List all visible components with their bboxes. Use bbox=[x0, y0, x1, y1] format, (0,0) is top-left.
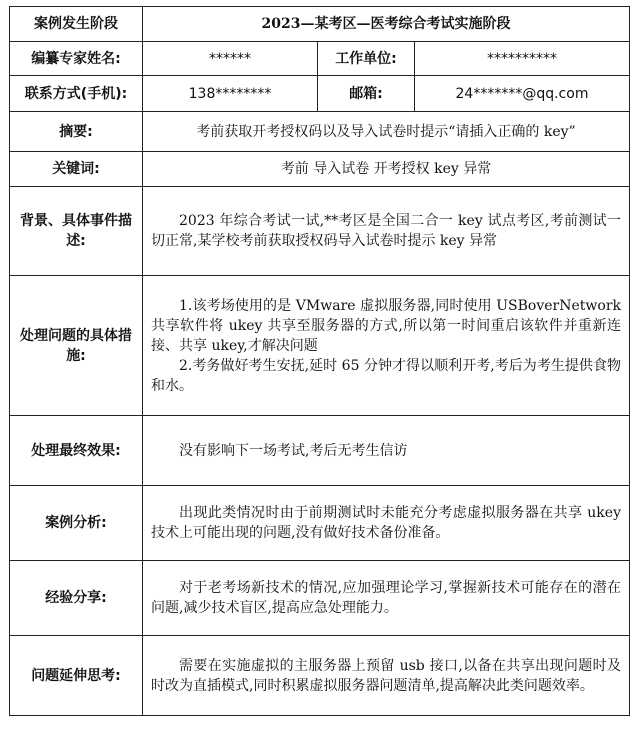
row-stage bbox=[10, 7, 630, 42]
expert-name-value: ****** bbox=[143, 42, 318, 76]
measure-item-1: 1.该考场使用的是 VMware 虚拟服务器,同时使用 USBoverNetwork 共享软件将 ukey 共享至服务器的方式,所以第一时间重启该软件并重新连接、共享 ukey,才解决问题 bbox=[151, 297, 621, 354]
background-label: 背景、具体事件描述: bbox=[10, 187, 143, 276]
analysis-cell bbox=[143, 486, 630, 561]
result-text: 没有影响下一场考试,考后无考生信访 bbox=[179, 442, 408, 459]
reflection-text: 需要在实施虚拟的主服务器上预留 usb 接口,以备在共享出现问题时及时改为直插模式,同时积累虚拟服务器问题清单,提高解决此类问题效率。 bbox=[151, 657, 621, 694]
measures-cell bbox=[143, 276, 630, 416]
result-cell bbox=[143, 416, 630, 486]
phone-value: 138******** bbox=[143, 76, 318, 112]
row-keywords bbox=[10, 152, 630, 187]
stage-label: 案例发生阶段 bbox=[10, 7, 143, 42]
row-analysis bbox=[10, 486, 630, 561]
stage-value: 2023—某考区—医考综合考试实施阶段 bbox=[143, 7, 630, 42]
background-cell bbox=[143, 187, 630, 276]
experience-label: 经验分享: bbox=[10, 561, 143, 636]
background-text: 2023 年综合考试一试,**考区是全国二合一 key 试点考区,考前测试一切正常,某学校考前获取授权码导入试卷时提示 key 异常 bbox=[151, 213, 621, 249]
case-table bbox=[9, 6, 630, 716]
analysis-text: 出现此类情况时由于前期测试时未能充分考虑虚拟服务器在共享 ukey 技术上可能出现的问题,没有做好技术备份准备。 bbox=[151, 505, 621, 541]
summary-value: 考前获取开考授权码以及导入试卷时提示“请插入正确的 key” bbox=[143, 112, 630, 152]
measure-item-2: 2.考务做好考生安抚,延时 65 分钟才得以顺利开考,考后为考生提供食物和水。 bbox=[151, 357, 621, 394]
row-reflection bbox=[10, 636, 630, 716]
result-label: 处理最终效果: bbox=[10, 416, 143, 486]
experience-cell bbox=[143, 561, 630, 636]
expert-name-label: 编纂专家姓名: bbox=[10, 42, 143, 76]
row-result bbox=[10, 416, 630, 486]
row-experience bbox=[10, 561, 630, 636]
measures-label: 处理问题的具体措施: bbox=[10, 276, 143, 416]
keywords-value: 考前 导入试卷 开考授权 key 异常 bbox=[143, 152, 630, 187]
work-unit-value: ********** bbox=[415, 42, 630, 76]
keywords-label: 关键词: bbox=[10, 152, 143, 187]
reflection-cell bbox=[143, 636, 630, 716]
summary-label: 摘要: bbox=[10, 112, 143, 152]
work-unit-label: 工作单位: bbox=[318, 42, 415, 76]
email-label: 邮箱: bbox=[318, 76, 415, 112]
row-contact bbox=[10, 76, 630, 112]
phone-label: 联系方式(手机): bbox=[10, 76, 143, 112]
email-value: 24*******@qq.com bbox=[415, 76, 630, 112]
row-summary bbox=[10, 112, 630, 152]
experience-text: 对于老考场新技术的情况,应加强理论学习,掌握新技术可能存在的潜在问题,减少技术盲区,提高应急处理能力。 bbox=[151, 580, 621, 616]
row-background bbox=[10, 187, 630, 276]
reflection-label: 问题延伸思考: bbox=[10, 636, 143, 716]
row-expert bbox=[10, 42, 630, 76]
row-measures bbox=[10, 276, 630, 416]
analysis-label: 案例分析: bbox=[10, 486, 143, 561]
